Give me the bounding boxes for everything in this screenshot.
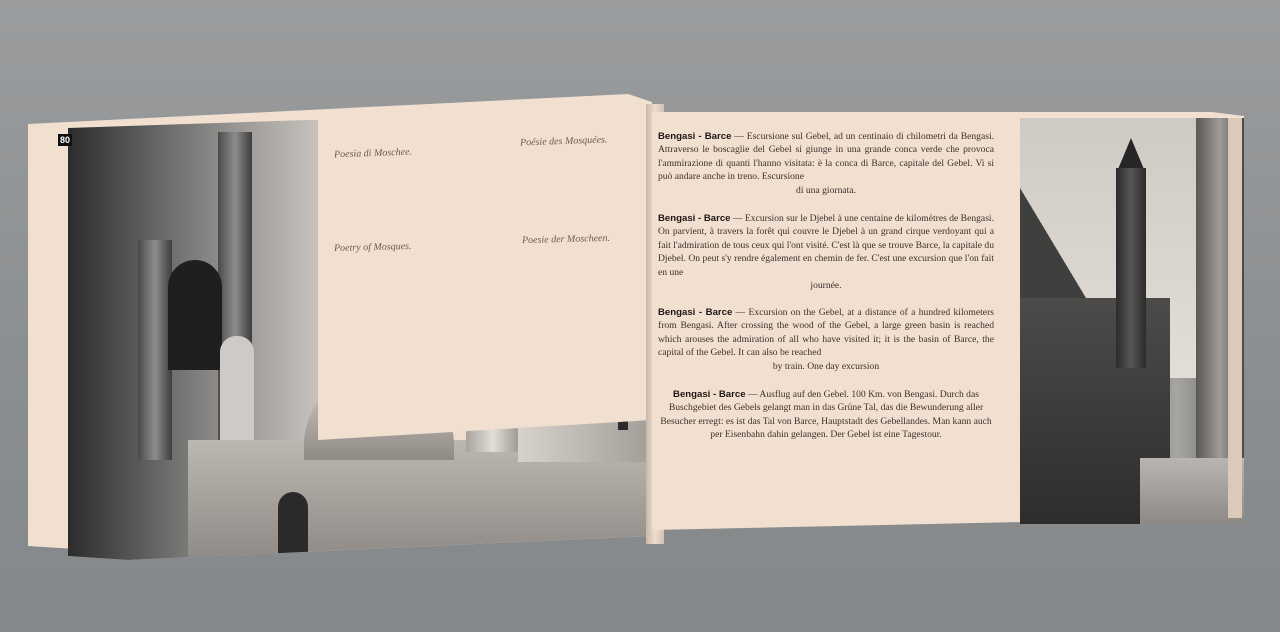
paragraph-last-line: journée. xyxy=(810,280,842,292)
arched-door xyxy=(278,492,308,560)
caption-german: Poesie der Moscheen. xyxy=(521,232,611,247)
paragraph-last-line: by train. One day excursion xyxy=(772,360,880,372)
paragraph-body: — Excursion on the Gebel, at a distance of a hundred kilometers from Bengasi. After crossing the wood of the Gebel, a large green basin is reached which arouses the admiration of all who have visited it; it is the basin of Barce, the capital of the Gebel. It can also be reached xyxy=(658,307,994,359)
paragraph-body: — Excursion sur le Djebel à une centaine de kilomètres de Bengasi. On parvient, à travers la forêt qui couvre le Djebel à un grand cirque verdoyant qui a fait l'admiration de tous ceux qui l'ont visité. C'est là que se trouve Barce, la capitale du Djebel. On peut s'y rendre également en chemin de fer. C'est une excursion que l'on fait en une xyxy=(658,213,994,278)
archway xyxy=(168,260,222,370)
open-book xyxy=(28,94,1244,564)
paragraph-body: — Ausflug auf den Gebel. 100 Km. von Bengasi. Durch das Buschgebiet des Gebels gelangt man in das Grüne Tal, das die Bewunderung aller Besucher erregt: es ist das Tal von Barce, Hauptstadt des Gebellandes. Man kann auch per Eisenbahn dahin gelangen. Der Gebel ist eine Tagestour. xyxy=(660,389,992,441)
paragraph-last-line: di una giornata. xyxy=(796,184,856,196)
paragraph-heading: Bengasi - Barce xyxy=(658,307,733,318)
caption-french: Poésie des Mosquées. xyxy=(519,134,608,149)
caption-italian: Poesia di Moschee. xyxy=(333,146,413,161)
paragraph-italian xyxy=(658,130,994,197)
page-number: 80 xyxy=(60,135,71,145)
paragraph-heading: Bengasi - Barce xyxy=(658,213,731,224)
paragraph-german xyxy=(658,388,994,442)
paragraph-heading: Bengasi - Barce xyxy=(658,131,732,142)
paragraph-french xyxy=(658,212,994,292)
caption-english: Poetry of Mosques. xyxy=(333,240,412,255)
minaret-street-photo xyxy=(1020,118,1244,524)
minaret xyxy=(1116,168,1146,368)
paragraph-body: — Escursione sul Gebel, ad un centinaio di chilometri da Bengasi. Attraverso le boscaglie del Gebel si giunge in una grande conca verde che provoca l'ammirazione di quanti l'hanno visitata: è la conca di Barce, capitale del Gebel. Vi si può andare anche in treno. Escursione xyxy=(658,131,995,183)
page-edges xyxy=(1228,118,1242,518)
paragraph-english xyxy=(658,306,994,373)
paragraph-heading: Bengasi - Barce xyxy=(673,389,746,400)
robed-figure xyxy=(220,336,254,446)
